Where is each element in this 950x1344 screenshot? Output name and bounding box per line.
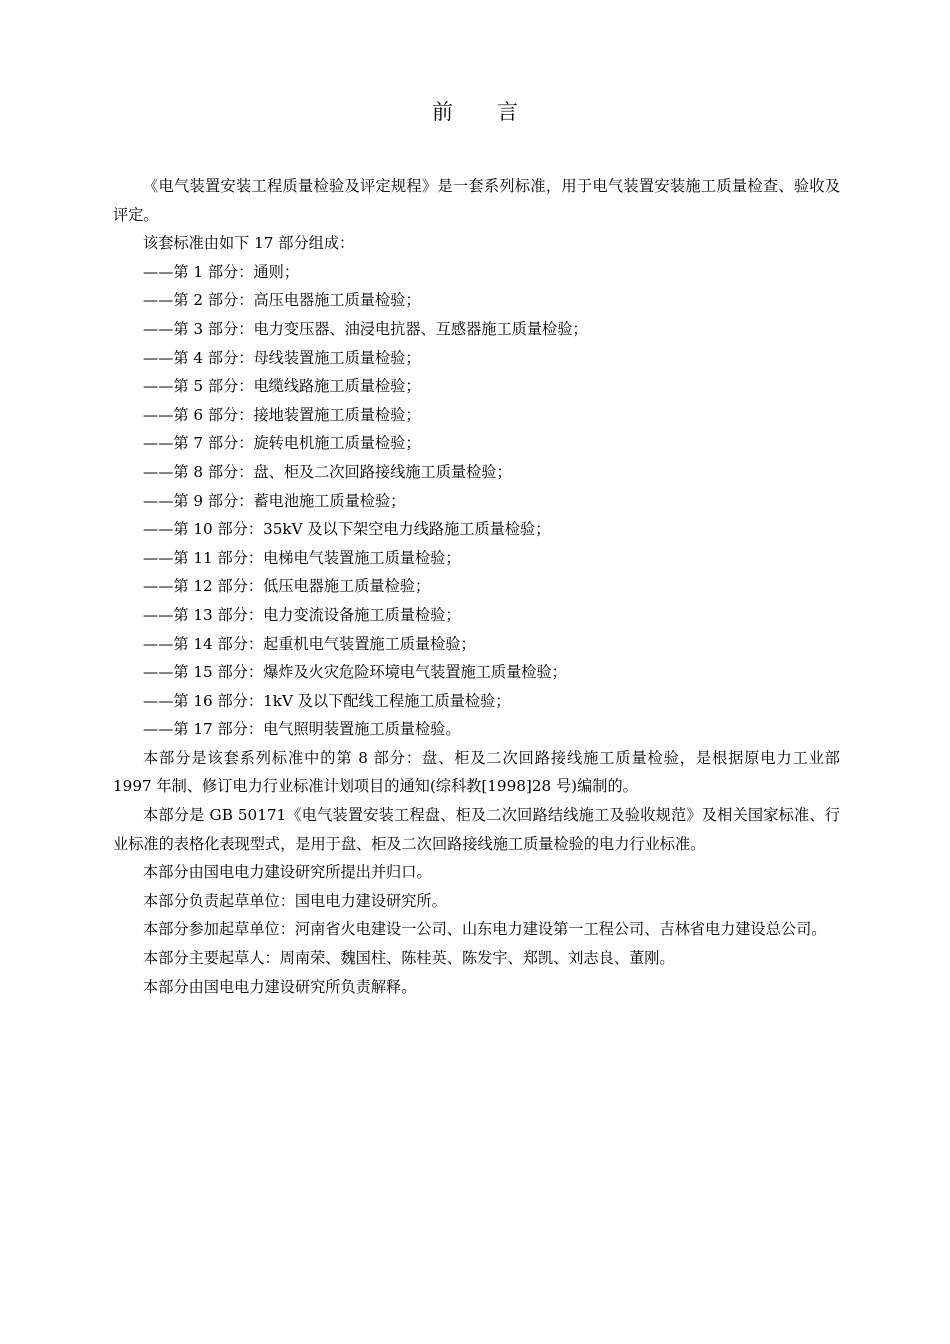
list-item: ——第 7 部分：旋转电机施工质量检验； xyxy=(143,434,421,453)
drafting-unit-paragraph: 本部分负责起草单位：国电电力建设研究所。 xyxy=(143,891,447,910)
page-title: 前言 xyxy=(432,100,562,124)
list-item: ——第 11 部分：电梯电气装置施工质量检验； xyxy=(143,548,461,567)
participating-units-paragraph: 本部分参加起草单位：河南省火电建设一公司、山东电力建设第一工程公司、吉林省电力建设总公司。 xyxy=(143,920,827,939)
parts-intro-paragraph: 该套标准由如下 17 部分组成： xyxy=(143,234,355,253)
list-item: ——第 1 部分：通则； xyxy=(143,262,300,281)
list-item: ——第 14 部分：起重机电气装置施工质量检验； xyxy=(143,634,476,653)
list-item: ——第 12 部分：低压电器施工质量检验； xyxy=(143,577,431,596)
list-item: ——第 16 部分：1kV 及以下配线工程施工质量检验； xyxy=(143,691,511,710)
scope-paragraph: 本部分是 GB 50171《电气装置安装工程盘、柜及二次回路结线施工及验收规范》及相关国家标准、行业标准的表格化表现型式，是用于盘、柜及二次回路接线施工质量检验的电力行业标准。 xyxy=(113,806,840,853)
list-item: ——第 2 部分：高压电器施工质量检验； xyxy=(143,291,421,310)
list-item: ——第 10 部分：35kV 及以下架空电力线路施工质量检验； xyxy=(143,520,551,539)
list-item: ——第 3 部分：电力变压器、油浸电抗器、互感器施工质量检验； xyxy=(143,319,588,338)
list-item: ——第 15 部分：爆炸及火灾危险环境电气装置施工质量检验； xyxy=(143,663,567,682)
drafters-paragraph: 本部分主要起草人：周南荣、魏国柱、陈桂英、陈发宇、郑凯、刘志良、董刚。 xyxy=(143,949,675,968)
list-item: ——第 4 部分：母线装置施工质量检验； xyxy=(143,348,421,367)
list-item: ——第 6 部分：接地装置施工质量检验； xyxy=(143,405,421,424)
list-item: ——第 17 部分：电气照明装置施工质量检验。 xyxy=(143,720,461,739)
parts-list xyxy=(113,258,840,744)
proposer-paragraph: 本部分由国电电力建设研究所提出并归口。 xyxy=(143,863,432,882)
list-item: ——第 9 部分：蓄电池施工质量检验； xyxy=(143,491,406,510)
intro-paragraph: 《电气装置安装工程质量检验及评定规程》是一套系列标准，用于电气装置安装施工质量检查、验收及评定。 xyxy=(113,177,840,224)
interpretation-paragraph: 本部分由国电电力建设研究所负责解释。 xyxy=(143,977,417,996)
list-item: ——第 8 部分：盘、柜及二次回路接线施工质量检验； xyxy=(143,462,512,481)
document-body xyxy=(113,172,840,1001)
list-item: ——第 13 部分：电力变流设备施工质量检验； xyxy=(143,605,461,624)
basis-paragraph: 本部分是该套系列标准中的第 8 部分：盘、柜及二次回路接线施工质量检验，是根据原电力工业部 1997 年制、修订电力行业标准计划项目的通知(综科教[1998]28 号)编制的。 xyxy=(113,748,840,796)
list-item: ——第 5 部分：电缆线路施工质量检验； xyxy=(143,377,421,396)
